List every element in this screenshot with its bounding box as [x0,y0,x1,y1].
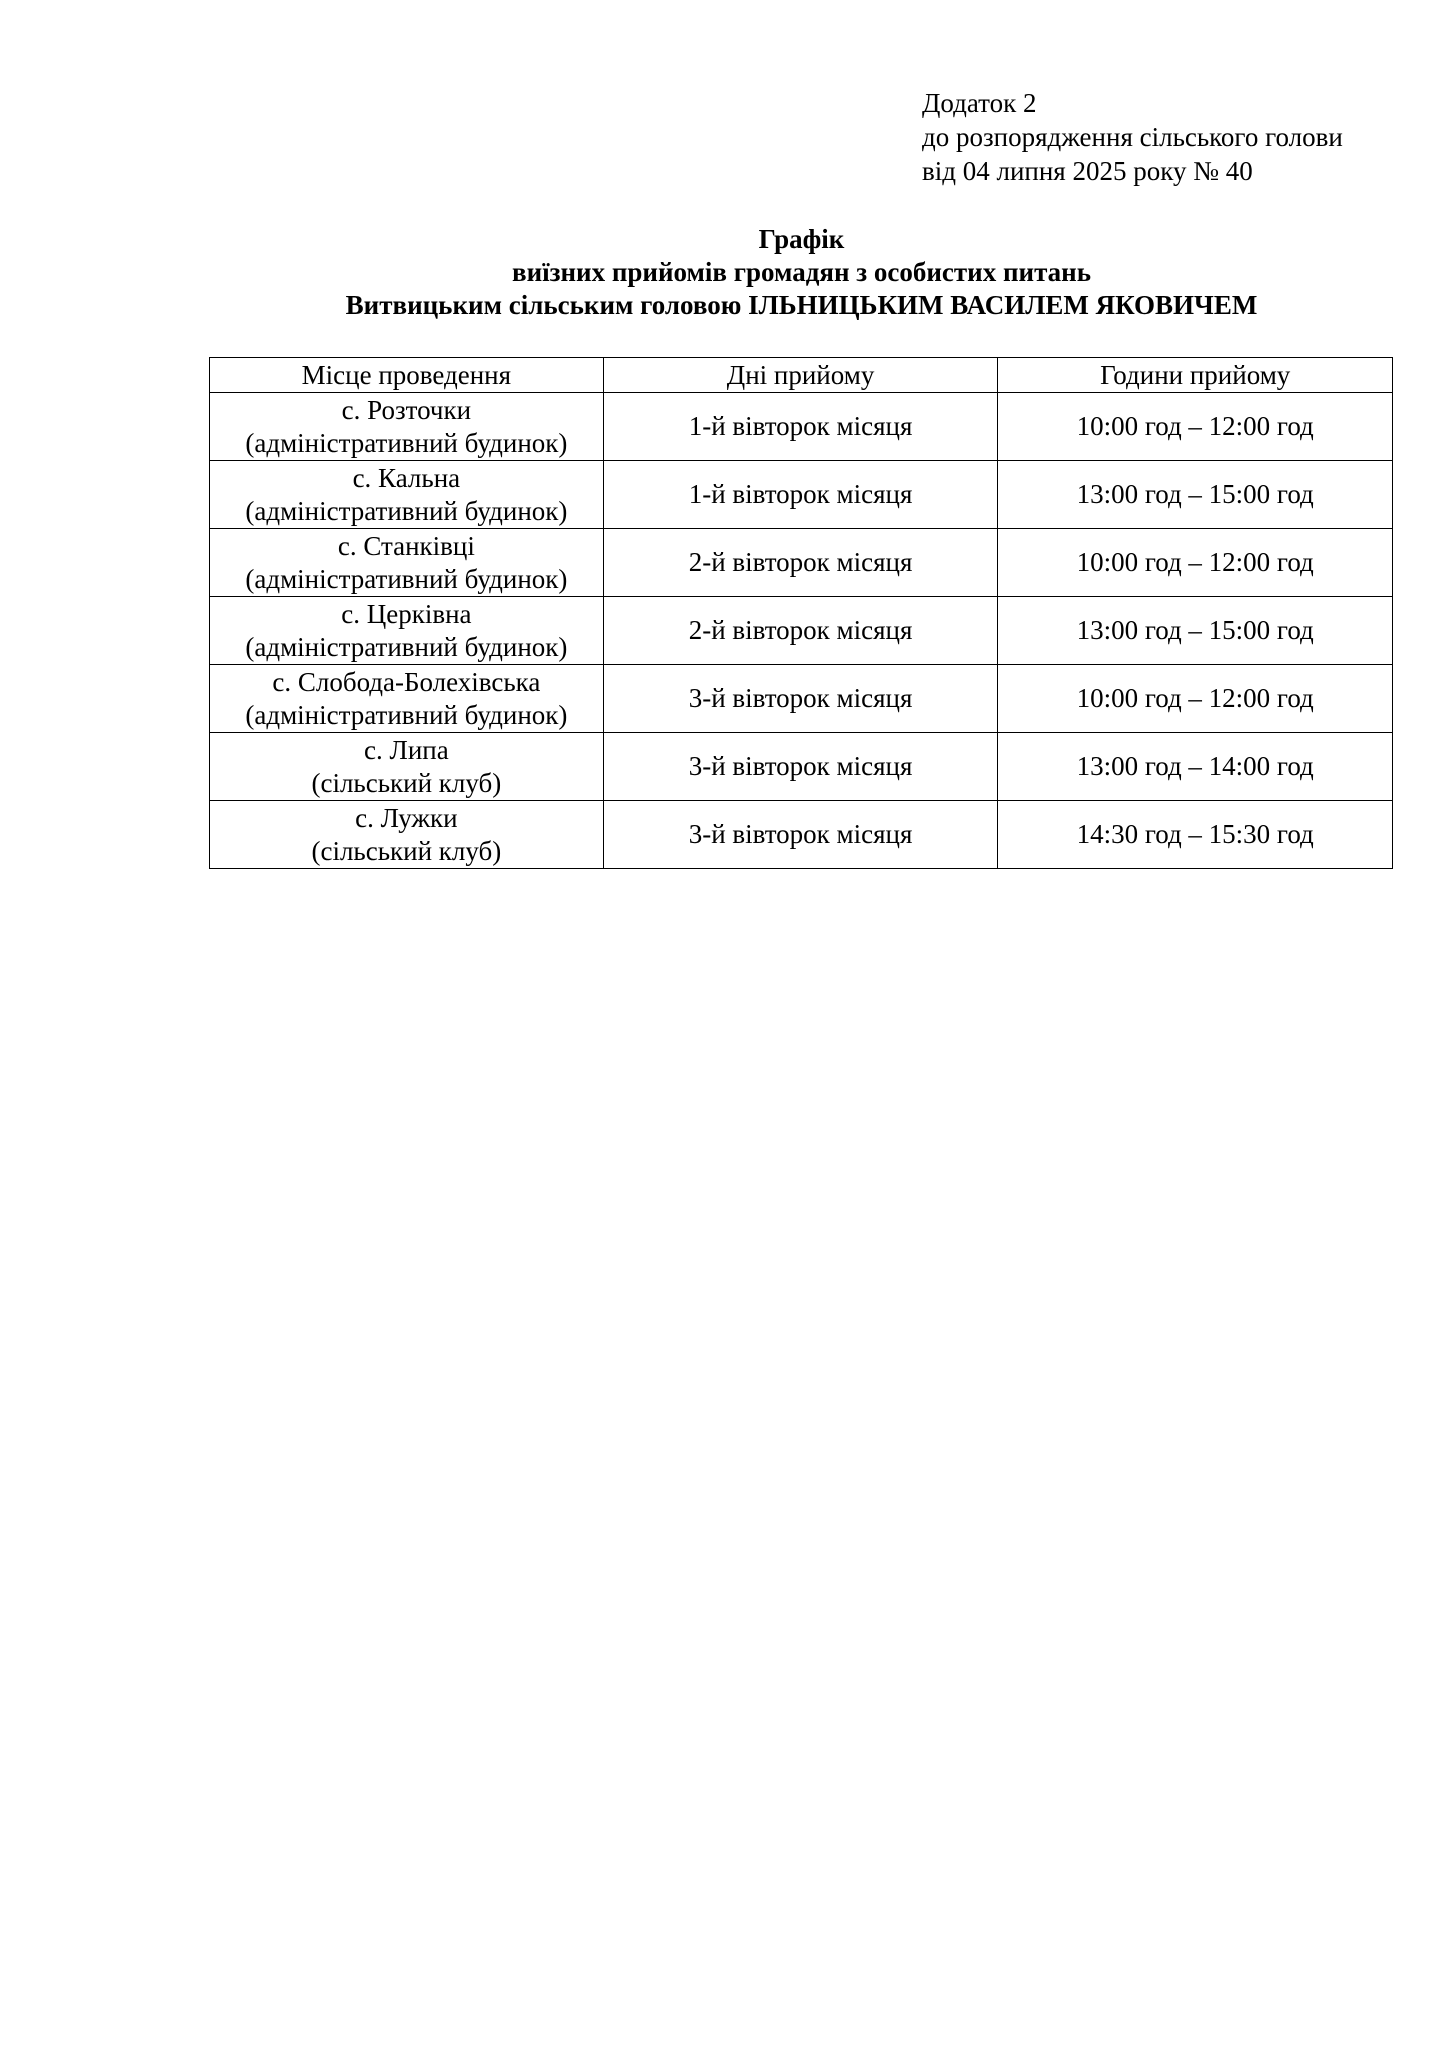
table-row [210,393,1393,461]
table-row [210,665,1393,733]
document-title [210,223,1393,322]
day-cell: 1-й вівторок місяця [603,393,998,461]
place-building: (сільський клуб) [311,835,502,866]
appendix-order-reference: до розпорядження сільського голови [922,122,1343,152]
day-cell: 3-й вівторок місяця [603,665,998,733]
place-building: (адміністративний будинок) [245,563,568,594]
appendix-note [922,86,1343,188]
place-building: (адміністративний будинок) [245,427,568,458]
hours-cell: 13:00 год – 15:00 год [998,461,1393,529]
hours-cell: 10:00 год – 12:00 год [998,529,1393,597]
table-row [210,529,1393,597]
appendix-number: Додаток 2 [922,88,1037,118]
place-name: с. Станківці [337,530,475,561]
day-cell: 3-й вівторок місяця [603,801,998,869]
table-row [210,597,1393,665]
column-header-place: Місце проведення [210,358,604,393]
place-name: с. Слобода-Болехівська [272,666,541,697]
place-cell [210,597,604,665]
place-cell [210,665,604,733]
place-building: (адміністративний будинок) [245,495,568,526]
title-subheading: виїзних прийомів громадян з особистих питань [511,257,1092,287]
place-name: с. Липа [364,734,449,765]
title-official: Витвицьким сільським головою ІЛЬНИЦЬКИМ ВАСИЛЕМ ЯКОВИЧЕМ [345,290,1258,320]
place-building: (сільський клуб) [311,767,502,798]
schedule-table [209,357,1393,869]
place-cell [210,801,604,869]
place-cell [210,733,604,801]
place-name: с. Розточки [341,394,472,425]
place-building: (адміністративний будинок) [245,631,568,662]
day-cell: 1-й вівторок місяця [603,461,998,529]
column-header-days: Дні прийому [603,358,998,393]
hours-cell: 14:30 год – 15:30 год [998,801,1393,869]
appendix-order-date: від 04 липня 2025 року № 40 [922,156,1253,186]
day-cell: 2-й вівторок місяця [603,597,998,665]
hours-cell: 10:00 год – 12:00 год [998,393,1393,461]
hours-cell: 10:00 год – 12:00 год [998,665,1393,733]
table-row [210,461,1393,529]
hours-cell: 13:00 год – 14:00 год [998,733,1393,801]
place-building: (адміністративний будинок) [245,699,568,730]
table-header-row [210,358,1393,393]
day-cell: 3-й вівторок місяця [603,733,998,801]
day-cell: 2-й вівторок місяця [603,529,998,597]
place-name: с. Кальна [352,462,461,493]
place-cell [210,529,604,597]
table-row [210,801,1393,869]
column-header-hours: Години прийому [998,358,1393,393]
place-name: с. Лужки [355,802,458,833]
place-cell [210,393,604,461]
place-cell [210,461,604,529]
place-name: с. Церківна [341,598,472,629]
hours-cell: 13:00 год – 15:00 год [998,597,1393,665]
table-row [210,733,1393,801]
title-heading: Графік [758,224,845,254]
